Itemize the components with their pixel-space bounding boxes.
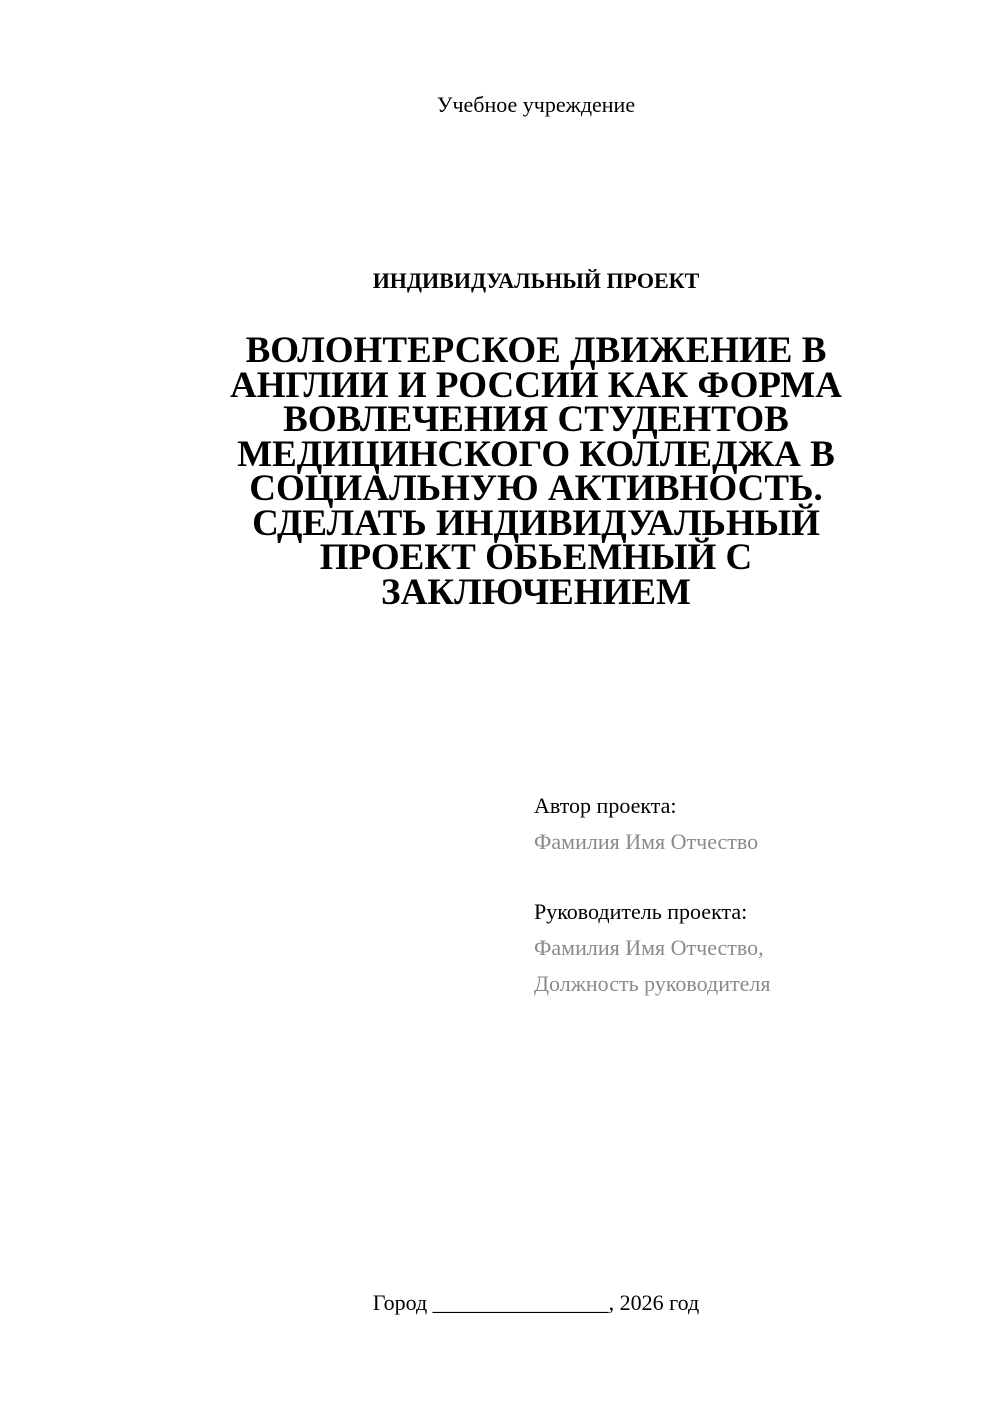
title-line: ПРОЕКТ ОБЬЕМНЫЙ С	[319, 537, 753, 578]
city-year-line: Город ________________, 2026 год	[372, 1290, 700, 1315]
title-line: ВОЛОНТЕРСКОЕ ДВИЖЕНИЕ В	[245, 330, 827, 371]
author-name: Фамилия Имя Отчество	[534, 829, 759, 854]
title-line: СОЦИАЛЬНУЮ АКТИВНОСТЬ.	[249, 468, 823, 509]
supervisor-name: Фамилия Имя Отчество,	[534, 935, 764, 960]
title-line: МЕДИЦИНСКОГО КОЛЛЕДЖА В	[237, 433, 835, 475]
project-title	[200, 330, 872, 613]
title-line: ЗАКЛЮЧЕНИЕМ	[381, 571, 691, 613]
title-line: ВОВЛЕЧЕНИЯ СТУДЕНТОВ	[283, 399, 789, 440]
supervisor-position: Должность руководителя	[534, 971, 771, 996]
project-type-heading: ИНДИВИДУАЛЬНЫЙ ПРОЕКТ	[372, 268, 700, 293]
spacer	[534, 860, 974, 894]
credits-block	[534, 788, 974, 1002]
title-line: АНГЛИИ И РОССИИ КАК ФОРМА	[230, 364, 842, 406]
author-label: Автор проекта:	[534, 793, 677, 818]
supervisor-label: Руководитель проекта:	[534, 899, 748, 924]
institution-name: Учебное учреждение	[436, 92, 636, 117]
title-line: СДЕЛАТЬ ИНДИВИДУАЛЬНЫЙ	[252, 502, 820, 544]
